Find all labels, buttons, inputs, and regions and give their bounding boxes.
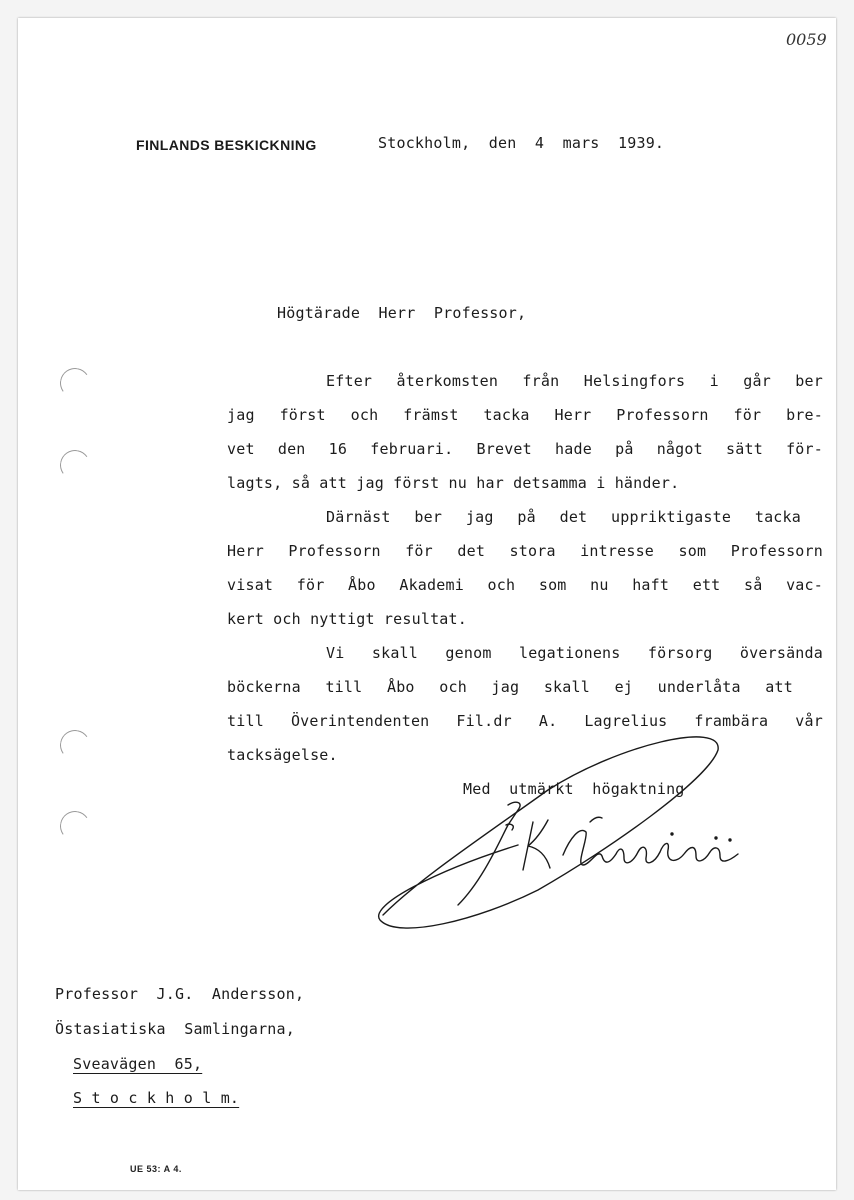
form-code: UE 53: A 4. xyxy=(130,1164,182,1174)
body-line: visat för Åbo Akademi och som nu haft ett så vac- xyxy=(227,576,823,594)
recipient-street: Sveavägen 65, xyxy=(73,1055,203,1073)
body-line: lagts, så att jag först nu har detsamma i händer. xyxy=(227,474,680,492)
body-line: tacksägelse. xyxy=(227,746,338,764)
body-line: vet den 16 februari. Brevet hade på något sätt för- xyxy=(227,440,823,458)
punch-hole-mark xyxy=(58,809,93,844)
dateline: Stockholm, den 4 mars 1939. xyxy=(378,134,665,152)
body-line: till Överintendenten Fil.dr A. Lagrelius frambära vår xyxy=(227,712,823,730)
letterhead: FINLANDS BESKICKNING xyxy=(136,137,317,153)
punch-hole-mark xyxy=(58,366,93,401)
signature xyxy=(358,730,758,930)
body-line: kert och nyttigt resultat. xyxy=(227,610,467,628)
archive-number: 0059 xyxy=(786,30,827,49)
body-line: jag först och främst tacka Herr Professorn för bre- xyxy=(227,406,823,424)
closing: Med utmärkt högaktning xyxy=(463,780,685,798)
recipient-name: Professor J.G. Andersson, xyxy=(55,985,305,1003)
body-line: Därnäst ber jag på det uppriktigaste tacka xyxy=(326,508,801,526)
recipient-institution: Östasiatiska Samlingarna, xyxy=(55,1020,295,1038)
salutation: Högtärade Herr Professor, xyxy=(277,304,527,322)
punch-hole-mark xyxy=(58,448,93,483)
letter-page xyxy=(18,18,836,1190)
body-line: Efter återkomsten från Helsingfors i går ber xyxy=(326,372,823,390)
recipient-city: S t o c k h o l m. xyxy=(73,1089,240,1107)
body-line: böckerna till Åbo och jag skall ej underlåta att xyxy=(227,678,793,696)
body-line: Herr Professorn för det stora intresse som Professorn xyxy=(227,542,823,560)
body-line: Vi skall genom legationens försorg översända xyxy=(326,644,823,662)
punch-hole-mark xyxy=(58,728,93,763)
